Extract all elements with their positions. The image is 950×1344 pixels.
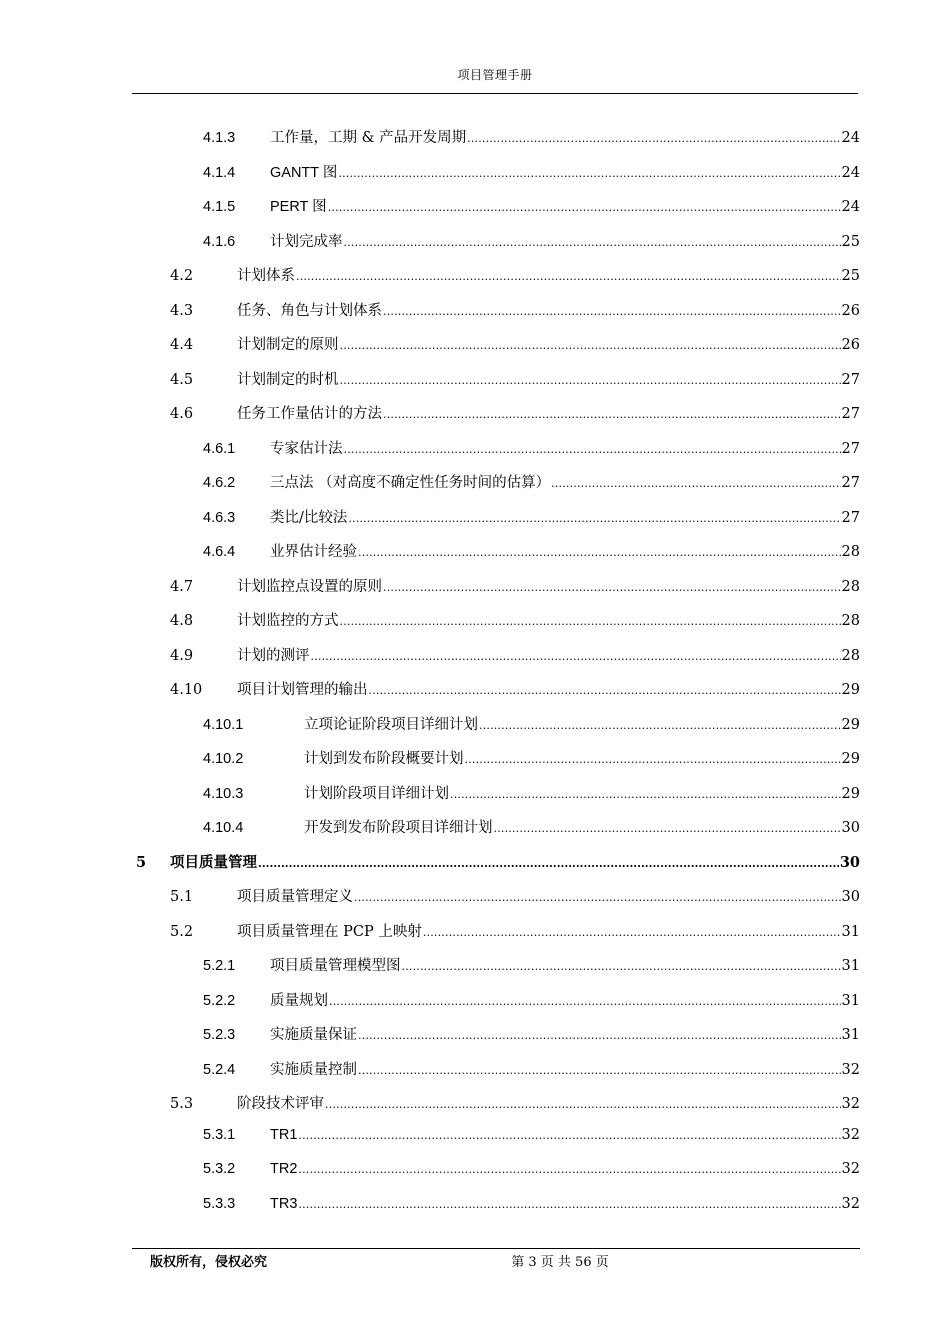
toc-dot-leader [340, 615, 841, 628]
toc-entry-page: 32 [841, 1161, 860, 1177]
toc-entry-title: 项目质量管理在 PCP 上映射 [237, 923, 422, 940]
toc-dot-leader [369, 684, 841, 697]
toc-entry-title: 立项论证阶段项目详细计划 [304, 716, 478, 733]
toc-entry-number: 4.8 [170, 613, 194, 629]
toc-dot-leader [258, 857, 839, 870]
toc-entry[interactable] [170, 575, 860, 599]
toc-entry[interactable] [203, 1058, 860, 1082]
toc-entry-title: 计划监控的方式 [237, 613, 339, 629]
toc-entry[interactable] [170, 609, 860, 633]
toc-entry-number: 4.1.3 [203, 130, 236, 146]
toc-entry-title: 计划体系 [237, 268, 295, 284]
toc-entry-title: 项目质量管理模型图 [270, 958, 401, 974]
toc-entry[interactable] [203, 471, 860, 495]
toc-entry-title: TR2 [270, 1161, 298, 1177]
toc-entry[interactable] [170, 1092, 860, 1116]
toc-entry-number: 4.10.2 [203, 751, 244, 767]
toc-entry[interactable] [203, 230, 860, 254]
toc-entry[interactable] [203, 126, 860, 150]
toc-entry-number: 4.6.3 [203, 509, 236, 526]
footer-page-number: 第 3 页 共 56 页 [511, 1255, 609, 1270]
toc-entry[interactable] [170, 885, 860, 909]
toc-entry-page: 26 [841, 302, 860, 319]
toc-entry-number: 4.1.6 [203, 233, 236, 250]
toc-entry[interactable] [170, 333, 860, 357]
toc-entry-number: 5.2 [170, 923, 194, 940]
toc-entry-title: 项目质量管理定义 [237, 889, 353, 905]
toc-entry[interactable] [203, 747, 860, 771]
toc-entry-title: 项目质量管理 [170, 853, 257, 871]
toc-entry-number: 4.3 [170, 302, 194, 319]
toc-entry[interactable] [203, 506, 860, 530]
toc-entry-page: 29 [841, 682, 860, 698]
toc-entry-number: 4.10.3 [203, 785, 244, 802]
toc-entry[interactable] [203, 195, 860, 219]
toc-dot-leader [298, 1198, 840, 1211]
toc-entry[interactable] [203, 540, 860, 564]
toc-entry-page: 31 [841, 923, 860, 940]
toc-entry-title: 类比/比较法 [270, 509, 348, 526]
toc-entry-page: 25 [841, 233, 860, 250]
toc-entry-page: 32 [841, 1096, 860, 1112]
toc-dot-leader [348, 512, 840, 525]
toc-dot-leader [383, 581, 841, 594]
toc-entry[interactable] [203, 437, 860, 461]
toc-entry-page: 31 [841, 958, 860, 974]
toc-entry-title: 计划监控点设置的原则 [237, 578, 382, 595]
toc-entry-page: 29 [841, 751, 860, 767]
toc-entry[interactable] [170, 920, 860, 944]
toc-entry-page: 32 [841, 1126, 860, 1143]
footer-divider [132, 1248, 860, 1249]
toc-entry-page: 24 [841, 199, 860, 215]
toc-entry-page: 31 [841, 1027, 860, 1043]
toc-entry[interactable] [136, 851, 860, 875]
toc-dot-leader [551, 477, 840, 490]
toc-dot-leader [296, 270, 841, 283]
toc-entry-title: 计划制定的原则 [237, 337, 339, 353]
toc-entry-title: 实施质量控制 [270, 1061, 357, 1078]
toc-dot-leader [402, 960, 841, 973]
toc-entry-page: 27 [841, 371, 860, 388]
toc-entry[interactable] [203, 1127, 860, 1151]
toc-entry-number: 4.1.5 [203, 199, 236, 215]
toc-entry-page: 28 [841, 544, 860, 560]
toc-entry-title: GANTT 图 [270, 164, 338, 181]
toc-dot-leader [358, 546, 841, 559]
toc-entry-number: 5.3 [170, 1096, 194, 1112]
toc-dot-leader [494, 822, 841, 835]
toc-dot-leader [329, 995, 841, 1008]
toc-entry-page: 24 [841, 130, 860, 146]
toc-entry-page: 26 [841, 337, 860, 353]
toc-dot-leader [298, 1163, 840, 1176]
toc-dot-leader [358, 1029, 841, 1042]
toc-entry[interactable] [203, 1161, 860, 1185]
toc-entry-number: 5 [136, 853, 147, 871]
toc-entry-page: 27 [841, 406, 860, 422]
toc-entry-title: TR1 [270, 1126, 298, 1143]
toc-entry-title: 质量规划 [270, 992, 328, 1009]
toc-entry[interactable] [170, 402, 860, 426]
toc-entry-number: 4.7 [170, 578, 194, 595]
toc-entry-page: 24 [841, 164, 860, 181]
toc-entry[interactable] [170, 299, 860, 323]
toc-dot-leader [340, 339, 841, 352]
toc-entry-page: 32 [841, 1061, 860, 1078]
toc-entry-title: 开发到发布阶段项目详细计划 [304, 820, 493, 836]
toc-entry-title: 计划到发布阶段概要计划 [304, 751, 464, 767]
toc-entry-number: 5.3.2 [203, 1161, 236, 1177]
toc-entry-title: 项目计划管理的输出 [237, 682, 368, 698]
toc-dot-leader [354, 891, 841, 904]
toc-dot-leader [467, 132, 840, 145]
toc-entry-number: 4.6.2 [203, 475, 236, 491]
header-title: 项目管理手册 [457, 68, 533, 82]
toc-entry-number: 5.3.3 [203, 1195, 236, 1212]
toc-entry-number: 5.2.2 [203, 992, 236, 1009]
toc-entry-page: 28 [841, 578, 860, 595]
toc-entry[interactable] [203, 1023, 860, 1047]
toc-entry[interactable] [203, 954, 860, 978]
toc-entry-page: 30 [841, 820, 860, 836]
toc-entry-number: 5.3.1 [203, 1126, 236, 1143]
toc-entry[interactable] [203, 816, 860, 840]
toc-entry-number: 4.6.1 [203, 440, 236, 457]
toc-dot-leader [383, 305, 841, 318]
toc-entry-page: 27 [841, 440, 860, 457]
toc-dot-leader [344, 443, 841, 456]
toc-entry-number: 4.6 [170, 406, 194, 422]
toc-entry-number: 4.4 [170, 337, 194, 353]
toc-entry-title: 任务、角色与计划体系 [237, 302, 382, 319]
toc-dot-leader [311, 650, 841, 663]
toc-dot-leader [344, 236, 841, 249]
toc-entry-page: 28 [841, 613, 860, 629]
footer-copyright: 版权所有，侵权必究 [150, 1255, 268, 1270]
toc-entry[interactable] [203, 782, 860, 806]
toc-entry-page: 28 [841, 647, 860, 664]
toc-dot-leader [383, 408, 841, 421]
toc-dot-leader [325, 1098, 841, 1111]
toc-entry-number: 5.1 [170, 889, 194, 905]
toc-dot-leader [328, 201, 841, 214]
toc-entry[interactable] [170, 264, 860, 288]
toc-entry-title: 实施质量保证 [270, 1027, 357, 1043]
toc-dot-leader [358, 1064, 841, 1077]
toc-dot-leader [465, 753, 841, 766]
toc-entry[interactable] [203, 161, 860, 185]
toc-entry-page: 27 [841, 475, 860, 491]
toc-entry-title: TR3 [270, 1195, 298, 1212]
toc-entry-number: 4.5 [170, 371, 194, 388]
toc-entry-title: 业界估计经验 [270, 544, 357, 560]
toc-entry-title: 三点法 （对高度不确定性任务时间的估算） [270, 475, 551, 491]
toc-entry-page: 30 [839, 853, 860, 871]
toc-entry-number: 4.10.4 [203, 820, 244, 836]
toc-entry-title: PERT 图 [270, 199, 327, 215]
toc-entry-title: 计划阶段项目详细计划 [304, 785, 449, 802]
toc-entry-page: 27 [841, 509, 860, 526]
toc-entry-number: 4.6.4 [203, 544, 236, 560]
toc-entry-page: 29 [841, 716, 860, 733]
toc-entry-title: 阶段技术评审 [237, 1096, 324, 1112]
toc-dot-leader [479, 719, 841, 732]
toc-entry-number: 4.1.4 [203, 164, 236, 181]
toc-entry[interactable] [203, 989, 860, 1013]
toc-entry[interactable] [203, 1196, 860, 1220]
toc-entry-page: 29 [841, 785, 860, 802]
toc-entry-title: 计划制定的时机 [237, 371, 339, 388]
toc-entry-title: 任务工作量估计的方法 [237, 406, 382, 422]
toc-entry[interactable] [170, 644, 860, 668]
toc-entry-page: 25 [841, 268, 860, 284]
toc-entry-title: 计划的测评 [237, 647, 310, 664]
toc-entry-title: 工作量，工期 & 产品开发周期 [270, 130, 467, 146]
toc-entry-title: 计划完成率 [270, 233, 343, 250]
toc-dot-leader [450, 788, 841, 801]
toc-dot-leader [423, 926, 841, 939]
toc-dot-leader [338, 167, 840, 180]
toc-entry-page: 31 [841, 992, 860, 1009]
toc-entry-number: 5.2.3 [203, 1027, 236, 1043]
toc-entry-page: 32 [841, 1195, 860, 1212]
toc-entry-number: 4.9 [170, 647, 194, 664]
toc-dot-leader [298, 1129, 840, 1142]
header-divider [132, 93, 858, 94]
toc-entry-number: 4.2 [170, 268, 194, 284]
toc-entry[interactable] [203, 713, 860, 737]
toc-entry-number: 4.10.1 [203, 716, 244, 733]
toc-entry-number: 5.2.1 [203, 958, 236, 974]
toc-entry-number: 4.10 [170, 682, 203, 698]
toc-entry[interactable] [170, 368, 860, 392]
toc-entry-page: 30 [841, 889, 860, 905]
toc-entry-title: 专家估计法 [270, 440, 343, 457]
toc-entry[interactable] [170, 678, 860, 702]
toc-dot-leader [340, 374, 841, 387]
toc-entry-number: 5.2.4 [203, 1061, 236, 1078]
